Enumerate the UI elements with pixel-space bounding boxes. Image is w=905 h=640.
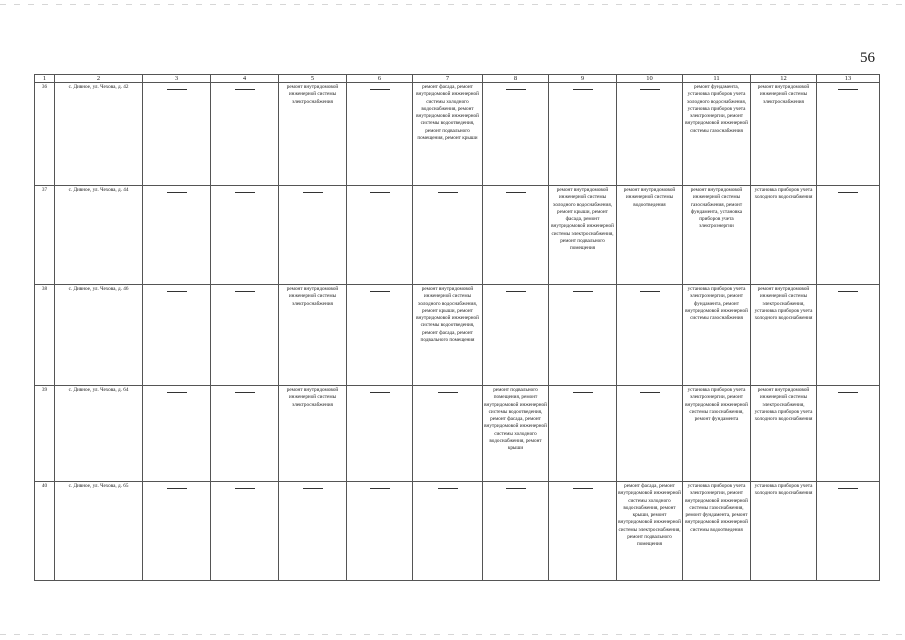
dash-mark bbox=[506, 291, 526, 292]
work-type-cell: ремонт внутридомовой инженерной системы холодного водоснабжения, ремонт крыши, ремонт фасада, ремонт внутридомовой инженерной системы электроснабжения, ремонт подвального помещения bbox=[549, 186, 617, 285]
dash-mark bbox=[573, 488, 593, 489]
empty-cell bbox=[617, 386, 683, 482]
work-type-cell: установка приборов учета электроэнергии, ремонт внутридомовой инженерной системы газоснабжения, ремонт фундамента, ремонт внутридомовой инженерной системы водоотведения bbox=[683, 482, 751, 581]
dash-mark bbox=[167, 291, 187, 292]
work-type-cell: ремонт внутридомовой инженерной системы водоотведения bbox=[617, 186, 683, 285]
column-number: 13 bbox=[817, 75, 880, 83]
column-number: 3 bbox=[143, 75, 211, 83]
table-body bbox=[35, 83, 880, 581]
work-type-cell: ремонт фундамента, установка приборов учета холодного водоснабжения, установка приборов учета электроэнергии, ремонт внутридомовой инженерной системы газоснабжения bbox=[683, 83, 751, 186]
column-number: 8 bbox=[483, 75, 549, 83]
column-numbers-row bbox=[35, 75, 880, 83]
dash-mark bbox=[303, 192, 323, 193]
column-number: 12 bbox=[751, 75, 817, 83]
column-number: 2 bbox=[55, 75, 143, 83]
address-cell: с. Дивное, ул. Чехова, д. 46 bbox=[55, 285, 143, 386]
row-number: 40 bbox=[35, 482, 55, 581]
dash-mark bbox=[167, 488, 187, 489]
empty-cell bbox=[211, 285, 279, 386]
page-number: 56 bbox=[860, 50, 875, 66]
empty-cell bbox=[617, 83, 683, 186]
column-number: 7 bbox=[413, 75, 483, 83]
empty-cell bbox=[347, 285, 413, 386]
empty-cell bbox=[347, 83, 413, 186]
dash-mark bbox=[235, 89, 255, 90]
dash-mark bbox=[640, 291, 660, 292]
empty-cell bbox=[549, 83, 617, 186]
table-row bbox=[35, 386, 880, 482]
column-number: 9 bbox=[549, 75, 617, 83]
dash-mark bbox=[235, 291, 255, 292]
empty-cell bbox=[549, 285, 617, 386]
row-number: 39 bbox=[35, 386, 55, 482]
dash-mark bbox=[573, 392, 593, 393]
dash-mark bbox=[838, 392, 858, 393]
dash-mark bbox=[438, 392, 458, 393]
housing-repair-table bbox=[34, 74, 880, 581]
column-number: 6 bbox=[347, 75, 413, 83]
table-row bbox=[35, 482, 880, 581]
empty-cell bbox=[279, 482, 347, 581]
dash-mark bbox=[640, 392, 660, 393]
empty-cell bbox=[817, 186, 880, 285]
column-number: 1 bbox=[35, 75, 55, 83]
work-type-cell: установка приборов учета холодного водоснабжения bbox=[751, 482, 817, 581]
dash-mark bbox=[506, 192, 526, 193]
dash-mark bbox=[370, 291, 390, 292]
dash-mark bbox=[506, 488, 526, 489]
work-type-cell: установка приборов учета холодного водоснабжения bbox=[751, 186, 817, 285]
row-number: 38 bbox=[35, 285, 55, 386]
dash-mark bbox=[438, 488, 458, 489]
empty-cell bbox=[549, 386, 617, 482]
empty-cell bbox=[347, 186, 413, 285]
table-row bbox=[35, 285, 880, 386]
work-type-cell: ремонт внутридомовой инженерной системы электроснабжения, установка приборов учета холодного водоснабжения bbox=[751, 285, 817, 386]
empty-cell bbox=[413, 186, 483, 285]
dash-mark bbox=[167, 192, 187, 193]
work-type-cell: установка приборов учета электроэнергии, ремонт внутридомовой инженерной системы газоснабжения, ремонт фундамента bbox=[683, 386, 751, 482]
empty-cell bbox=[279, 186, 347, 285]
empty-cell bbox=[143, 83, 211, 186]
work-type-cell: ремонт фасада, ремонт внутридомовой инженерной системы холодного водоснабжения, ремонт внутридомовой инженерной системы водоотведения, ремонт подвального помещения, ремонт крыши bbox=[413, 83, 483, 186]
dash-mark bbox=[167, 392, 187, 393]
empty-cell bbox=[483, 186, 549, 285]
work-type-cell: ремонт внутридомовой инженерной системы электроснабжения bbox=[279, 285, 347, 386]
dash-mark bbox=[370, 192, 390, 193]
empty-cell bbox=[347, 482, 413, 581]
table-row bbox=[35, 186, 880, 285]
empty-cell bbox=[483, 83, 549, 186]
empty-cell bbox=[483, 285, 549, 386]
empty-cell bbox=[211, 186, 279, 285]
dash-mark bbox=[370, 89, 390, 90]
row-number: 37 bbox=[35, 186, 55, 285]
work-type-cell: ремонт внутридомовой инженерной системы электроснабжения bbox=[279, 386, 347, 482]
empty-cell bbox=[211, 482, 279, 581]
dash-mark bbox=[438, 192, 458, 193]
work-type-cell: ремонт подвального помещения, ремонт внутридомовой инженерной системы водоотведения, ремонт фасада, ремонт внутридомовой инженерной системы холодного водоснабжения, ремонт крыши bbox=[483, 386, 549, 482]
dash-mark bbox=[303, 488, 323, 489]
dash-mark bbox=[573, 291, 593, 292]
empty-cell bbox=[143, 386, 211, 482]
dash-mark bbox=[506, 89, 526, 90]
work-type-cell: ремонт фасада, ремонт внутридомовой инженерной системы холодного водоснабжения, ремонт крыши, ремонт внутридомовой инженерной системы электроснабжения, ремонт подвального помещения bbox=[617, 482, 683, 581]
dash-mark bbox=[838, 291, 858, 292]
empty-cell bbox=[413, 482, 483, 581]
empty-cell bbox=[211, 386, 279, 482]
dash-mark bbox=[838, 192, 858, 193]
empty-cell bbox=[817, 386, 880, 482]
address-cell: с. Дивное, ул. Чехова, д. 44 bbox=[55, 186, 143, 285]
dash-mark bbox=[235, 192, 255, 193]
empty-cell bbox=[817, 482, 880, 581]
empty-cell bbox=[347, 386, 413, 482]
column-number: 4 bbox=[211, 75, 279, 83]
dash-mark bbox=[370, 392, 390, 393]
dash-mark bbox=[370, 488, 390, 489]
empty-cell bbox=[143, 186, 211, 285]
work-type-cell: ремонт внутридомовой инженерной системы газоснабжения, ремонт фундамента, установка приборов учета электроэнергии bbox=[683, 186, 751, 285]
address-cell: с. Дивное, ул. Чехова, д. 65 bbox=[55, 482, 143, 581]
table-row bbox=[35, 83, 880, 186]
dash-mark bbox=[573, 89, 593, 90]
empty-cell bbox=[817, 285, 880, 386]
dash-mark bbox=[167, 89, 187, 90]
empty-cell bbox=[483, 482, 549, 581]
work-type-cell: ремонт внутридомовой инженерной системы электроснабжения bbox=[279, 83, 347, 186]
column-number: 10 bbox=[617, 75, 683, 83]
work-type-cell: установка приборов учета электроэнергии, ремонт фундамента, ремонт внутридомовой инженерной системы газоснабжения bbox=[683, 285, 751, 386]
dash-mark bbox=[838, 89, 858, 90]
work-type-cell: ремонт внутридомовой инженерной системы электроснабжения bbox=[751, 83, 817, 186]
address-cell: с. Дивное, ул. Чехова, д. 42 bbox=[55, 83, 143, 186]
dash-mark bbox=[235, 392, 255, 393]
empty-cell bbox=[211, 83, 279, 186]
dash-mark bbox=[235, 488, 255, 489]
address-cell: с. Дивное, ул. Чехова, д. 64 bbox=[55, 386, 143, 482]
column-number: 11 bbox=[683, 75, 751, 83]
work-type-cell: ремонт внутридомовой инженерной системы электроснабжения, установка приборов учета холодного водоснабжения bbox=[751, 386, 817, 482]
work-type-cell: ремонт внутридомовой инженерной системы холодного водоснабжения, ремонт крыши, ремонт внутридомовой инженерной системы водоотведения, ремонт фасада, ремонт подвального помещения bbox=[413, 285, 483, 386]
empty-cell bbox=[413, 386, 483, 482]
empty-cell bbox=[549, 482, 617, 581]
column-number: 5 bbox=[279, 75, 347, 83]
empty-cell bbox=[617, 285, 683, 386]
empty-cell bbox=[817, 83, 880, 186]
dash-mark bbox=[640, 89, 660, 90]
empty-cell bbox=[143, 285, 211, 386]
empty-cell bbox=[143, 482, 211, 581]
dash-mark bbox=[838, 488, 858, 489]
row-number: 36 bbox=[35, 83, 55, 186]
